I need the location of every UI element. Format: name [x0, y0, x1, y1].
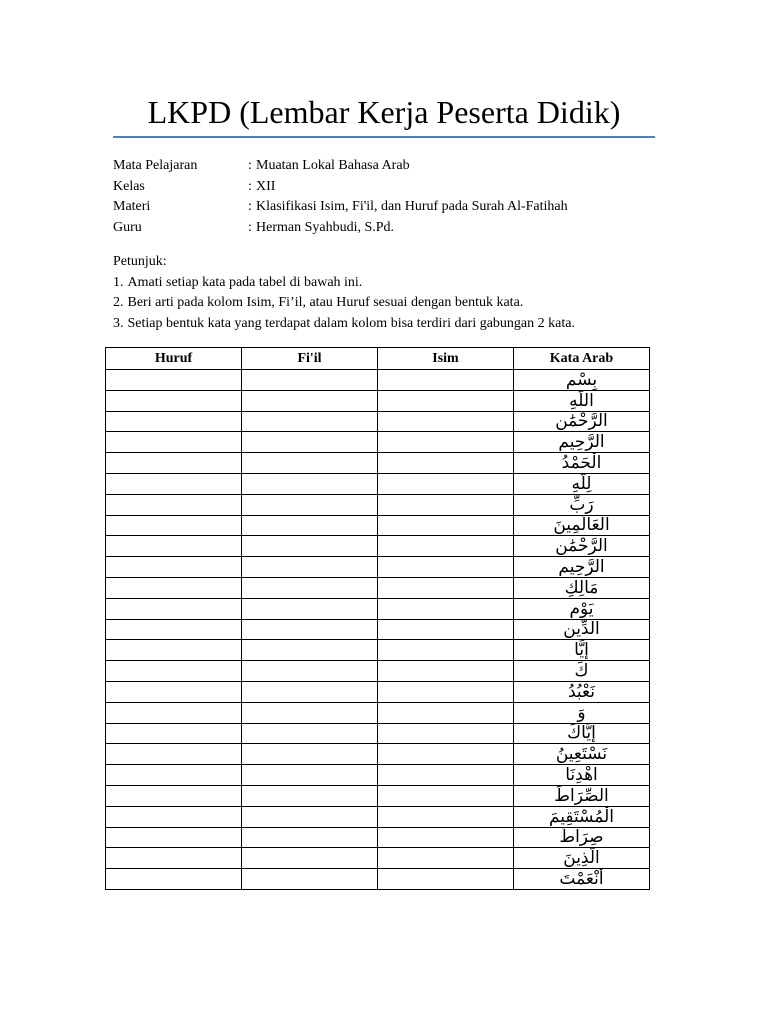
answer-cell-isim[interactable]	[378, 536, 514, 557]
table-row	[106, 806, 650, 827]
answer-cell-isim[interactable]	[378, 432, 514, 453]
table-row	[106, 473, 650, 494]
answer-cell-fiil[interactable]	[242, 411, 378, 432]
answer-cell-isim[interactable]	[378, 473, 514, 494]
answer-cell-huruf[interactable]	[106, 536, 242, 557]
instruction-item	[113, 314, 575, 335]
answer-cell-fiil[interactable]	[242, 515, 378, 536]
answer-cell-fiil[interactable]	[242, 806, 378, 827]
arabic-word: يَوْمِ	[514, 598, 650, 619]
table-row	[106, 702, 650, 723]
info-colon: :	[248, 158, 252, 173]
answer-cell-huruf[interactable]	[106, 473, 242, 494]
answer-cell-huruf[interactable]	[106, 432, 242, 453]
table-row	[106, 640, 650, 661]
table-row	[106, 536, 650, 557]
table-row	[106, 557, 650, 578]
answer-cell-huruf[interactable]	[106, 370, 242, 391]
answer-cell-isim[interactable]	[378, 390, 514, 411]
answer-cell-fiil[interactable]	[242, 494, 378, 515]
answer-cell-huruf[interactable]	[106, 744, 242, 765]
arabic-word: الرَّحِيمِ	[514, 557, 650, 578]
arabic-word: رَبِّ	[514, 494, 650, 515]
arabic-word: نَعْبُدُ	[514, 681, 650, 702]
table-row	[106, 661, 650, 682]
info-label: Kelas	[113, 178, 145, 194]
info-row-teacher	[113, 218, 568, 239]
answer-cell-fiil[interactable]	[242, 827, 378, 848]
answer-cell-isim[interactable]	[378, 577, 514, 598]
answer-cell-huruf[interactable]	[106, 411, 242, 432]
answer-cell-fiil[interactable]	[242, 723, 378, 744]
table-row	[106, 453, 650, 474]
info-row-material	[113, 197, 568, 218]
arabic-word: الْعَالَمِينَ	[514, 515, 650, 536]
info-row-subject	[113, 156, 568, 177]
instruction-number: 2.	[113, 295, 124, 310]
answer-cell-huruf[interactable]	[106, 661, 242, 682]
table-row	[106, 744, 650, 765]
column-header-fiil: Fi'il	[242, 348, 378, 370]
info-value: Muatan Lokal Bahasa Arab	[256, 158, 410, 173]
answer-cell-huruf[interactable]	[106, 827, 242, 848]
answer-cell-fiil[interactable]	[242, 557, 378, 578]
answer-cell-isim[interactable]	[378, 640, 514, 661]
table-row	[106, 370, 650, 391]
answer-cell-isim[interactable]	[378, 494, 514, 515]
title-divider	[113, 136, 655, 138]
answer-cell-fiil[interactable]	[242, 536, 378, 557]
answer-cell-huruf[interactable]	[106, 577, 242, 598]
answer-cell-isim[interactable]	[378, 598, 514, 619]
answer-cell-fiil[interactable]	[242, 848, 378, 869]
answer-cell-fiil[interactable]	[242, 577, 378, 598]
instruction-item	[113, 293, 575, 314]
table-header-row	[106, 348, 650, 370]
arabic-word: مَالِكِ	[514, 577, 650, 598]
answer-cell-fiil[interactable]	[242, 681, 378, 702]
table-row	[106, 411, 650, 432]
info-colon: :	[248, 199, 252, 214]
arabic-word: أَنْعَمْتَ	[514, 869, 650, 890]
table-row	[106, 723, 650, 744]
answer-cell-huruf[interactable]	[106, 702, 242, 723]
answer-cell-fiil[interactable]	[242, 765, 378, 786]
answer-cell-fiil[interactable]	[242, 640, 378, 661]
answer-cell-isim[interactable]	[378, 806, 514, 827]
column-header-huruf: Huruf	[106, 348, 242, 370]
instruction-text: Setiap bentuk kata yang terdapat dalam kolom bisa terdiri dari gabungan 2 kata.	[127, 315, 575, 331]
arabic-word: صِرَاطَ	[514, 827, 650, 848]
info-label: Materi	[113, 199, 151, 214]
answer-cell-fiil[interactable]	[242, 785, 378, 806]
arabic-word: الَّذِينَ	[514, 848, 650, 869]
column-header-kata-arab: Kata Arab	[514, 348, 650, 370]
table-row	[106, 515, 650, 536]
answer-cell-huruf[interactable]	[106, 390, 242, 411]
table-row	[106, 765, 650, 786]
answer-cell-isim[interactable]	[378, 848, 514, 869]
answer-cell-huruf[interactable]	[106, 557, 242, 578]
answer-cell-isim[interactable]	[378, 370, 514, 391]
answer-cell-fiil[interactable]	[242, 390, 378, 411]
arabic-word: الصِّرَاطَ	[514, 785, 650, 806]
table-row	[106, 494, 650, 515]
answer-cell-isim[interactable]	[378, 681, 514, 702]
arabic-word: الرَّحِيمِ	[514, 432, 650, 453]
table-row	[106, 577, 650, 598]
info-label: Guru	[113, 219, 142, 235]
arabic-word: كَ	[514, 661, 650, 682]
answer-cell-isim[interactable]	[378, 765, 514, 786]
classification-table	[105, 347, 650, 890]
answer-cell-huruf[interactable]	[106, 681, 242, 702]
answer-cell-huruf[interactable]	[106, 494, 242, 515]
answer-cell-isim[interactable]	[378, 723, 514, 744]
answer-cell-isim[interactable]	[378, 702, 514, 723]
arabic-word: وَ	[514, 702, 650, 723]
answer-cell-huruf[interactable]	[106, 848, 242, 869]
info-colon: :	[248, 219, 252, 235]
subject-info	[113, 156, 568, 238]
answer-cell-isim[interactable]	[378, 744, 514, 765]
answer-cell-isim[interactable]	[378, 453, 514, 474]
info-row-class	[113, 177, 568, 198]
table-row	[106, 432, 650, 453]
arabic-word: إِيَّاكَ	[514, 723, 650, 744]
table-row	[106, 681, 650, 702]
answer-cell-huruf[interactable]	[106, 515, 242, 536]
arabic-word: الرَّحْمَٰنِ	[514, 411, 650, 432]
table-row	[106, 390, 650, 411]
arabic-word: إِيَّا	[514, 640, 650, 661]
info-label: Mata Pelajaran	[113, 158, 198, 173]
info-value: XII	[256, 178, 276, 194]
instruction-text: Amati setiap kata pada tabel di bawah ini.	[127, 274, 363, 290]
table-row	[106, 785, 650, 806]
answer-cell-fiil[interactable]	[242, 702, 378, 723]
arabic-word: الْحَمْدُ	[514, 453, 650, 474]
table-row	[106, 619, 650, 640]
arabic-word: الرَّحْمَٰنِ	[514, 536, 650, 557]
table-row	[106, 869, 650, 890]
arabic-word: نَسْتَعِينُ	[514, 744, 650, 765]
answer-cell-isim[interactable]	[378, 785, 514, 806]
answer-cell-fiil[interactable]	[242, 869, 378, 890]
answer-cell-isim[interactable]	[378, 515, 514, 536]
arabic-word: اللَّهِ	[514, 390, 650, 411]
instruction-item	[113, 273, 575, 294]
arabic-word: الْمُسْتَقِيمَ	[514, 806, 650, 827]
table-row	[106, 827, 650, 848]
table-body	[106, 370, 650, 890]
answer-cell-huruf[interactable]	[106, 640, 242, 661]
instruction-number: 1.	[113, 274, 124, 290]
instruction-text: Beri arti pada kolom Isim, Fi’il, atau Huruf sesuai dengan bentuk kata.	[127, 295, 524, 310]
table-row	[106, 598, 650, 619]
answer-cell-isim[interactable]	[378, 557, 514, 578]
answer-cell-fiil[interactable]	[242, 370, 378, 391]
answer-cell-huruf[interactable]	[106, 598, 242, 619]
answer-cell-isim[interactable]	[378, 411, 514, 432]
answer-cell-huruf[interactable]	[106, 785, 242, 806]
answer-cell-huruf[interactable]	[106, 806, 242, 827]
answer-cell-fiil[interactable]	[242, 432, 378, 453]
answer-cell-huruf[interactable]	[106, 723, 242, 744]
arabic-word: بِسْمِ	[514, 370, 650, 391]
info-value: Klasifikasi Isim, Fi'il, dan Huruf pada Surah Al-Fatihah	[256, 199, 568, 214]
answer-cell-fiil[interactable]	[242, 453, 378, 474]
instruction-number: 3.	[113, 315, 124, 331]
answer-cell-huruf[interactable]	[106, 453, 242, 474]
answer-cell-huruf[interactable]	[106, 619, 242, 640]
table-row	[106, 848, 650, 869]
answer-cell-fiil[interactable]	[242, 473, 378, 494]
answer-cell-huruf[interactable]	[106, 869, 242, 890]
answer-cell-fiil[interactable]	[242, 619, 378, 640]
instructions-heading: Petunjuk:	[113, 254, 167, 269]
answer-cell-fiil[interactable]	[242, 598, 378, 619]
answer-cell-isim[interactable]	[378, 869, 514, 890]
answer-cell-fiil[interactable]	[242, 661, 378, 682]
answer-cell-huruf[interactable]	[106, 765, 242, 786]
answer-cell-fiil[interactable]	[242, 744, 378, 765]
answer-cell-isim[interactable]	[378, 827, 514, 848]
instructions	[113, 252, 575, 334]
column-header-isim: Isim	[378, 348, 514, 370]
arabic-word: لِلَّهِ	[514, 473, 650, 494]
info-colon: :	[248, 178, 252, 194]
page-title: LKPD (Lembar Kerja Peserta Didik)	[147, 94, 621, 130]
arabic-word: اهْدِنَا	[514, 765, 650, 786]
arabic-word: الدِّينِ	[514, 619, 650, 640]
answer-cell-isim[interactable]	[378, 661, 514, 682]
info-value: Herman Syahbudi, S.Pd.	[256, 219, 395, 235]
answer-cell-isim[interactable]	[378, 619, 514, 640]
